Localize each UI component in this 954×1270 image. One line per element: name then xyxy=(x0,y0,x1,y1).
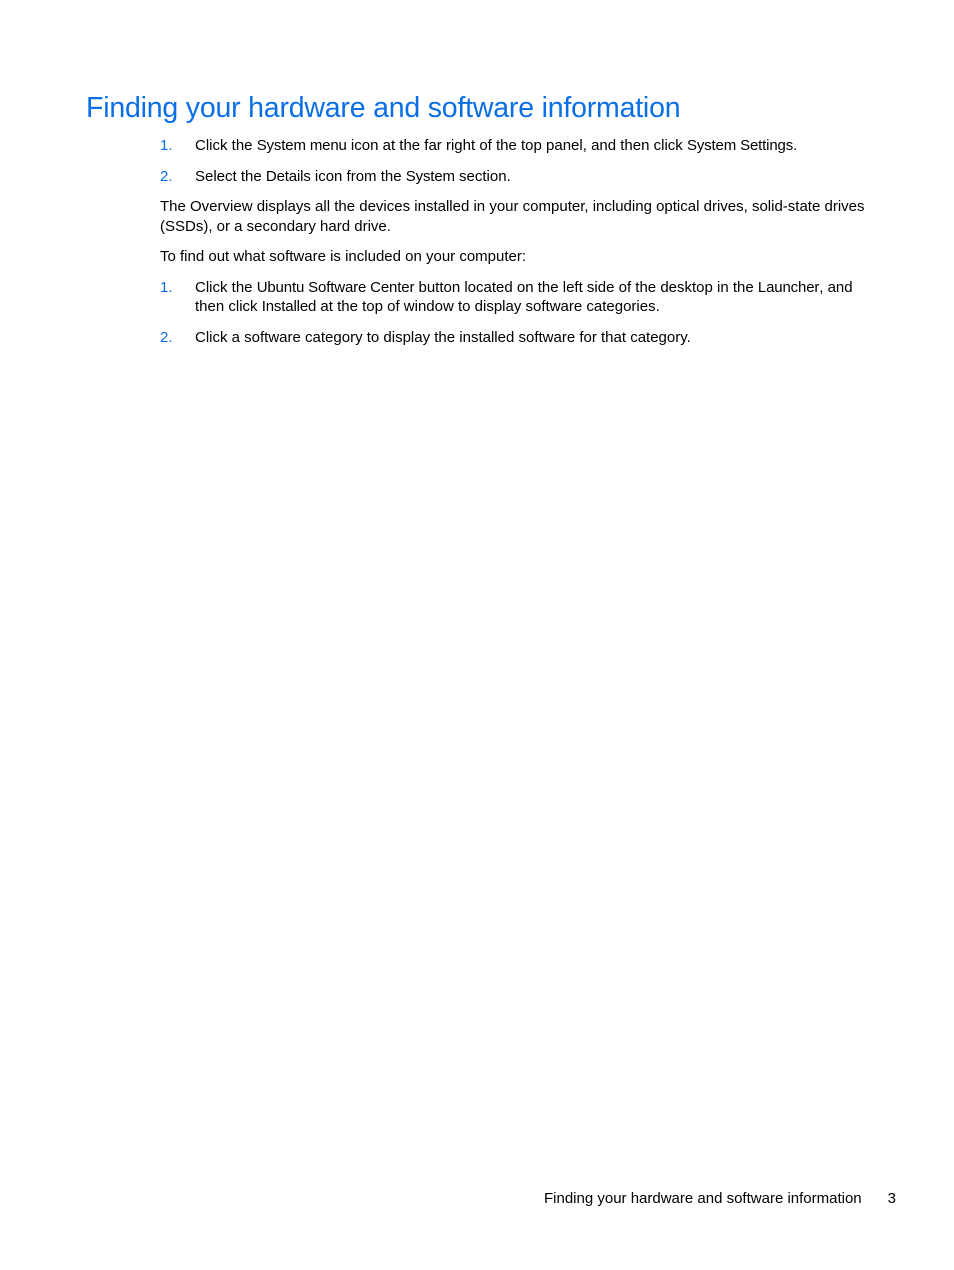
list-item xyxy=(160,278,880,317)
list-item xyxy=(160,136,880,156)
overview-paragraph: The Overview displays all the devices installed in your computer, including optical drives, solid-state drives (SSDs), or a secondary hard drive. xyxy=(160,198,865,235)
text-run: icon at the far right of the top panel, and then click xyxy=(346,137,687,154)
step-text: Click a software category to display the installed software for that category. xyxy=(195,328,691,346)
page-footer xyxy=(544,1189,896,1209)
software-intro-paragraph: To find out what software is included on your computer: xyxy=(160,248,527,265)
ui-term-system-settings: System Settings xyxy=(686,137,794,154)
ui-term-details: Details xyxy=(265,167,311,185)
text-run: section. xyxy=(454,167,511,185)
text-run: Select the xyxy=(195,167,266,185)
list-item xyxy=(160,167,880,187)
step-number: 1. xyxy=(160,278,173,296)
hardware-steps-list xyxy=(160,136,880,186)
ui-term-system: System xyxy=(405,167,455,185)
page-number: 3 xyxy=(887,1190,896,1207)
ui-term-installed: Installed xyxy=(261,298,317,315)
text-run: icon from the xyxy=(310,167,406,185)
text-run: at the top of window to display software categories. xyxy=(316,298,660,315)
text-run: , and then click xyxy=(195,278,853,315)
step-text xyxy=(195,168,511,185)
step-number: 1. xyxy=(160,137,173,154)
step-number: 2. xyxy=(160,167,173,185)
text-run: Click the xyxy=(195,137,257,154)
step-text xyxy=(195,279,853,316)
text-run: button located on the left side of the desktop in the xyxy=(414,278,758,296)
step-number: 2. xyxy=(160,328,173,346)
text-run: . xyxy=(793,137,798,154)
software-steps-list xyxy=(160,278,880,348)
page-title: Finding your hardware and software information xyxy=(86,92,681,124)
list-item xyxy=(160,328,880,348)
ui-term-ubuntu-software-center: Ubuntu Software Center xyxy=(256,278,415,296)
ui-term-system-menu: System menu xyxy=(256,137,347,154)
footer-title: Finding your hardware and software information xyxy=(543,1190,862,1207)
text-run: Click the xyxy=(195,278,257,296)
ui-term-launcher: Launcher xyxy=(757,278,820,296)
main-content xyxy=(160,136,880,358)
step-text xyxy=(195,137,797,154)
